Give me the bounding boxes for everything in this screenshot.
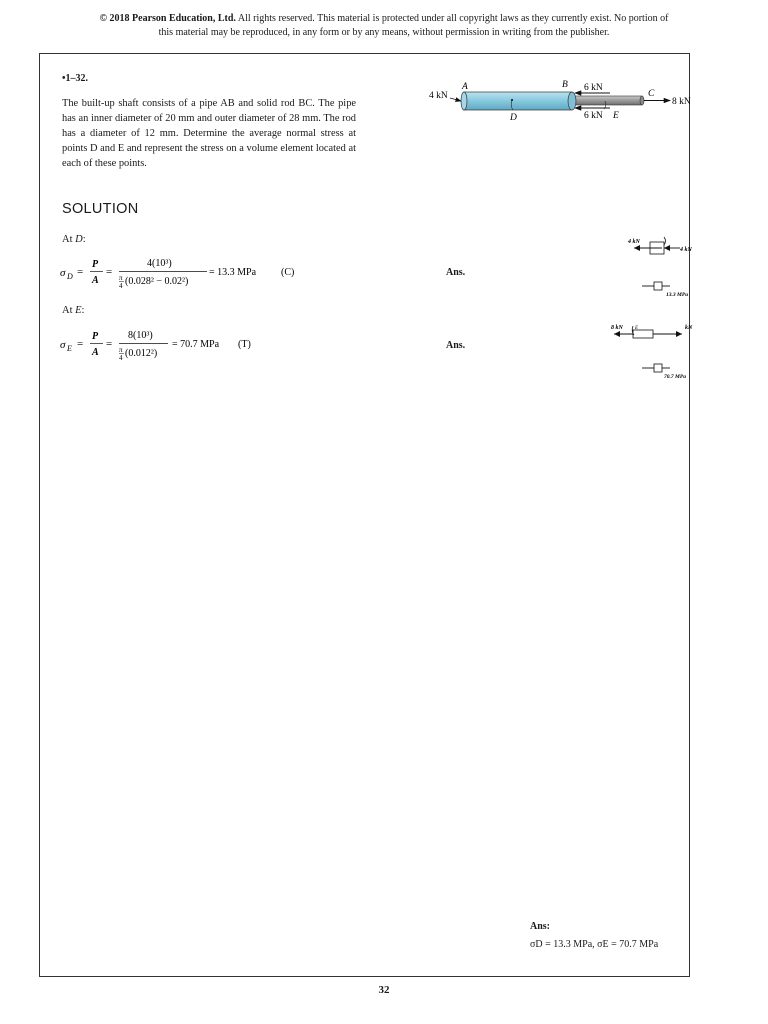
- equation-stress-d: [60, 252, 320, 292]
- result-e: = 70.7 MPa: [172, 339, 220, 350]
- equals-2: =: [106, 266, 113, 278]
- copyright-line2: this material may be reproduced, in any form or by any means, without permission in writing from the publisher.: [158, 27, 610, 38]
- copyright-line1: All rights reserved. This material is protected under all copyright laws as they currently exist. No portion of: [235, 13, 669, 24]
- sense-e: (T): [238, 339, 251, 350]
- result-d: = 13.3 MPa: [209, 267, 257, 278]
- at-d-label: At D:: [62, 234, 86, 245]
- fbd-e-left-arrowhead: [614, 331, 620, 337]
- frac-a-e: A: [92, 347, 99, 358]
- equals-1: =: [77, 266, 84, 278]
- final-answer-values: σD = 13.3 MPa, σE = 70.7 MPa: [530, 939, 659, 950]
- pi-over-4-e: π: [119, 346, 123, 354]
- fbd-d-right-label: 4 kN: [680, 247, 692, 253]
- element-e-box: [654, 364, 662, 372]
- frac-p-e: P: [92, 331, 99, 342]
- label-d: D: [510, 113, 517, 123]
- element-sketch-d: [640, 278, 710, 300]
- solution-heading: SOLUTION: [62, 201, 139, 217]
- fbd-e-point-label: E: [635, 326, 639, 331]
- ans-tag-e: Ans.: [446, 340, 466, 351]
- element-e-stress-label: 70.7 MPa: [664, 374, 686, 380]
- fbd-e-right-arrowhead: [676, 331, 682, 337]
- copyright-holder: © 2018 Pearson Education, Ltd.: [99, 13, 236, 24]
- load-right-label: 8 kN: [672, 97, 691, 107]
- pi-den-d: 4: [119, 282, 123, 290]
- shaft-figure: [420, 76, 710, 124]
- sigma-e-subscript: E: [67, 344, 72, 353]
- rod-end-c: [640, 96, 644, 105]
- page-number: 32: [378, 984, 390, 996]
- fbd-sketch-e: [606, 318, 706, 344]
- sense-d: (C): [281, 267, 295, 278]
- label-c: C: [648, 89, 655, 99]
- copyright-notice: [40, 12, 728, 40]
- element-d-stress-label: 13.3 MPa: [666, 292, 688, 298]
- force-d: 4(10³): [147, 258, 172, 269]
- ans-tag-d: Ans.: [446, 267, 466, 278]
- pipe-ab: [464, 92, 572, 110]
- load-b-top-label: 6 kN: [584, 83, 603, 93]
- fbd-d-right-arrowhead: [664, 245, 670, 251]
- sigma-d-symbol: σ: [60, 267, 66, 279]
- fbd-d-left-label: 4 kN: [628, 239, 640, 245]
- at-e-label: At E:: [62, 305, 85, 316]
- final-answer-title: Ans:: [530, 921, 551, 932]
- element-d-box: [654, 282, 662, 290]
- point-d-dot: [511, 99, 513, 101]
- force-e: 8(10³): [128, 330, 153, 341]
- equals-4: =: [106, 338, 113, 350]
- label-e: E: [613, 111, 619, 121]
- problem-statement: The built-up shaft consists of a pipe AB and solid rod BC. The pipe has an inner diameter of 20 mm and outer diameter of 28 mm. The rod has a diameter of 12 mm. Determine the average normal stress at points D and E and represent the stress on a volume element located at each of these points.: [62, 98, 356, 169]
- fbd-e-left-label: 8 kN: [611, 325, 623, 331]
- label-a: A: [462, 82, 468, 92]
- fbd-e-segment: [633, 330, 653, 338]
- area-d: (0.028² − 0.02²): [125, 276, 189, 287]
- sigma-d-subscript: D: [67, 272, 73, 281]
- frac-p: P: [92, 259, 99, 270]
- fbd-sketch-d: [620, 228, 710, 258]
- equation-stress-e: [60, 324, 320, 364]
- pi-over-4-d: π: [119, 274, 123, 282]
- page-frame: [39, 53, 690, 977]
- area-e: (0.012²): [125, 348, 158, 359]
- fbd-d-left-arrowhead: [634, 245, 640, 251]
- pipe-end-a: [461, 92, 467, 110]
- sigma-e-symbol: σ: [60, 339, 66, 351]
- pi-den-e: 4: [119, 354, 123, 362]
- problem-number: •1–32.: [62, 73, 89, 84]
- pipe-end-b: [568, 92, 576, 110]
- label-b: B: [562, 80, 568, 90]
- fbd-e-right-label: kN: [685, 325, 693, 331]
- element-sketch-e: [640, 360, 710, 382]
- load-left-arrow: [450, 98, 461, 101]
- frac-a: A: [92, 275, 99, 286]
- load-b-bottom-label: 6 kN: [584, 111, 603, 121]
- equals-3: =: [77, 338, 84, 350]
- load-left-label: 4 kN: [429, 91, 448, 101]
